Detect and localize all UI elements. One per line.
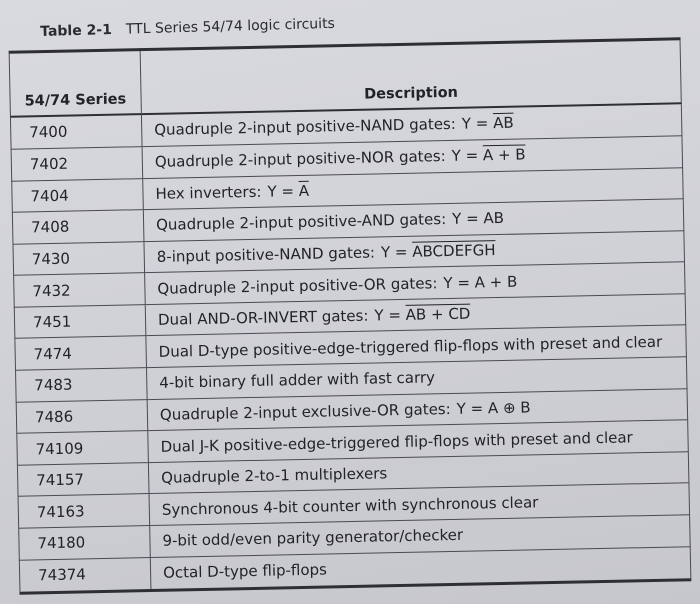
table-body <box>10 103 690 593</box>
description-text: Dual D-type positive-edge-triggered flip-flops with preset and clear <box>158 332 663 361</box>
ttl-logic-table <box>9 37 692 594</box>
series-number-cell: 7486 <box>16 399 148 433</box>
boolean-equation <box>451 146 525 165</box>
description-text: Quadruple 2-input positive-NOR gates: <box>154 147 446 172</box>
description-text: 4-bit binary full adder with fast carry <box>159 368 436 393</box>
equation-prefix: Y = <box>461 114 494 134</box>
description-text: Quadruple 2-input positive-NAND gates: <box>154 115 457 140</box>
series-number-cell: 7474 <box>15 336 147 370</box>
description-text: Synchronous 4-bit counter with synchronous clear <box>161 493 539 519</box>
series-number-cell: 74180 <box>19 526 151 560</box>
equation-prefix: Y = A ⊕ B <box>456 398 531 418</box>
description-text: Dual J-K positive-edge-triggered flip-flops with preset and clear <box>160 427 633 456</box>
series-number-cell: 7483 <box>16 368 148 402</box>
series-number-cell: 7432 <box>14 273 146 307</box>
series-number-cell: 7404 <box>12 178 144 212</box>
description-text: 9-bit odd/even parity generator/checker <box>162 526 464 551</box>
description-text: Quadruple 2-input positive-AND gates: <box>155 210 447 235</box>
boolean-equation <box>462 114 514 133</box>
equation-prefix: Y = A + B <box>443 272 518 292</box>
equation-prefix: Y = <box>380 242 413 262</box>
equation-prefix: Y = AB <box>452 209 505 229</box>
description-text: Quadruple 2-to-1 multiplexers <box>161 464 388 487</box>
equation-overline-term: ABCDEFGH <box>412 241 496 261</box>
series-number-cell: 7430 <box>13 241 145 275</box>
equation-overline-term: A + B <box>482 145 526 165</box>
boolean-equation <box>381 241 496 261</box>
description-column-header: Description <box>140 39 681 114</box>
table-caption-label: Table 2-1 <box>40 21 113 40</box>
description-text: Dual AND-OR-INVERT gates: <box>157 306 369 330</box>
description-text: Hex inverters: <box>155 182 262 203</box>
series-number-cell: 74157 <box>17 462 149 496</box>
boolean-equation <box>267 182 309 201</box>
boolean-equation <box>452 209 504 228</box>
description-text: Quadruple 2-input positive-OR gates: <box>157 273 438 298</box>
equation-prefix: Y = <box>267 181 299 201</box>
equation-prefix: Y = <box>374 306 406 325</box>
equation-prefix: Y = <box>451 146 484 166</box>
series-column-header: 54/74 Series <box>9 50 141 117</box>
series-number-cell: 74374 <box>19 557 151 593</box>
table-container <box>9 37 692 594</box>
series-number-cell: 74163 <box>18 494 150 528</box>
description-text: Quadruple 2-input exclusive-OR gates: <box>159 399 451 424</box>
series-number-cell: 7451 <box>14 304 146 338</box>
series-number-cell: 7408 <box>12 210 144 244</box>
equation-overline-term: $\overline{AB}$ <box>492 114 514 133</box>
table-caption-title: TTL Series 54/74 logic circuits <box>125 15 336 38</box>
series-number-cell: 74109 <box>17 431 149 465</box>
description-text: 8-input positive-NAND gates: <box>156 243 376 266</box>
series-number-cell: 7402 <box>11 147 143 181</box>
equation-overline-term: AB + CD <box>405 304 471 325</box>
description-text: Octal D-type flip-flops <box>162 560 328 583</box>
equation-overline-term: $\overline{A}$ <box>298 181 310 200</box>
boolean-equation <box>457 398 531 417</box>
table-caption <box>40 16 335 40</box>
boolean-equation <box>443 272 517 291</box>
boolean-equation <box>374 305 470 325</box>
series-number-cell: 7400 <box>10 114 142 149</box>
